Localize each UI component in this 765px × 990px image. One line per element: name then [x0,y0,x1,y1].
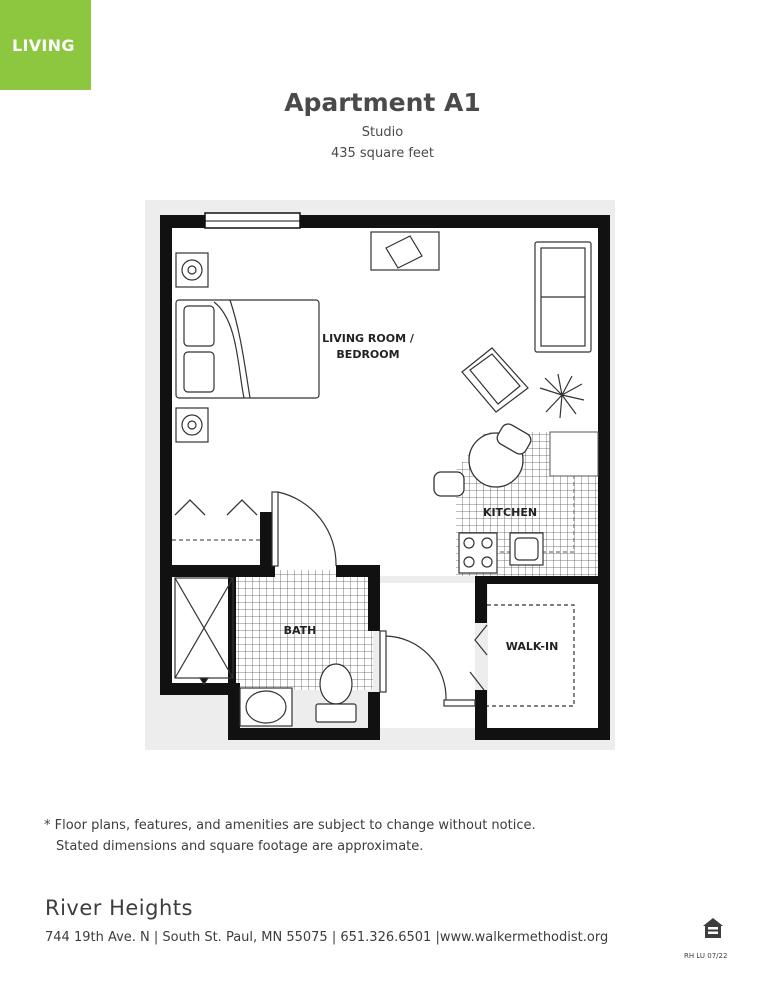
brand-name: River Heights [45,896,193,920]
address-line: 744 19th Ave. N | South St. Paul, MN 55075 | 651.326.6501 |www.walkermethodist.org [45,930,609,945]
unit-type: Studio [361,125,404,140]
equal-housing-icon [701,916,725,940]
nightstand-top [176,253,208,287]
floor-plan [140,200,620,760]
sofa [535,242,591,352]
bath-sink [240,688,292,726]
square-footage: 435 square feet [330,146,435,161]
kitchen-counter [550,432,598,476]
nightstand-bottom [176,408,208,442]
desk [371,232,439,270]
kitchen-sink [510,533,543,565]
label-bath: BATH [283,624,317,637]
stove [459,533,497,573]
page-title: Apartment A1 [284,88,481,117]
label-living-room: LIVING ROOM / [322,332,414,345]
label-kitchen: KITCHEN [482,506,538,519]
disclaimer-line-1: * Floor plans, features, and amenities are subject to change without notice. [44,818,536,833]
disclaimer [44,815,536,857]
section-tab [0,0,91,90]
bed [176,300,319,398]
section-tab-label: LIVING [12,36,75,55]
label-bedroom: BEDROOM [336,348,400,361]
label-walk-in: WALK-IN [505,640,559,653]
shower-area [172,577,236,685]
disclaimer-line-2: Stated dimensions and square footage are approximate. [56,839,424,854]
document-code: RH LU 07/22 [684,952,728,960]
